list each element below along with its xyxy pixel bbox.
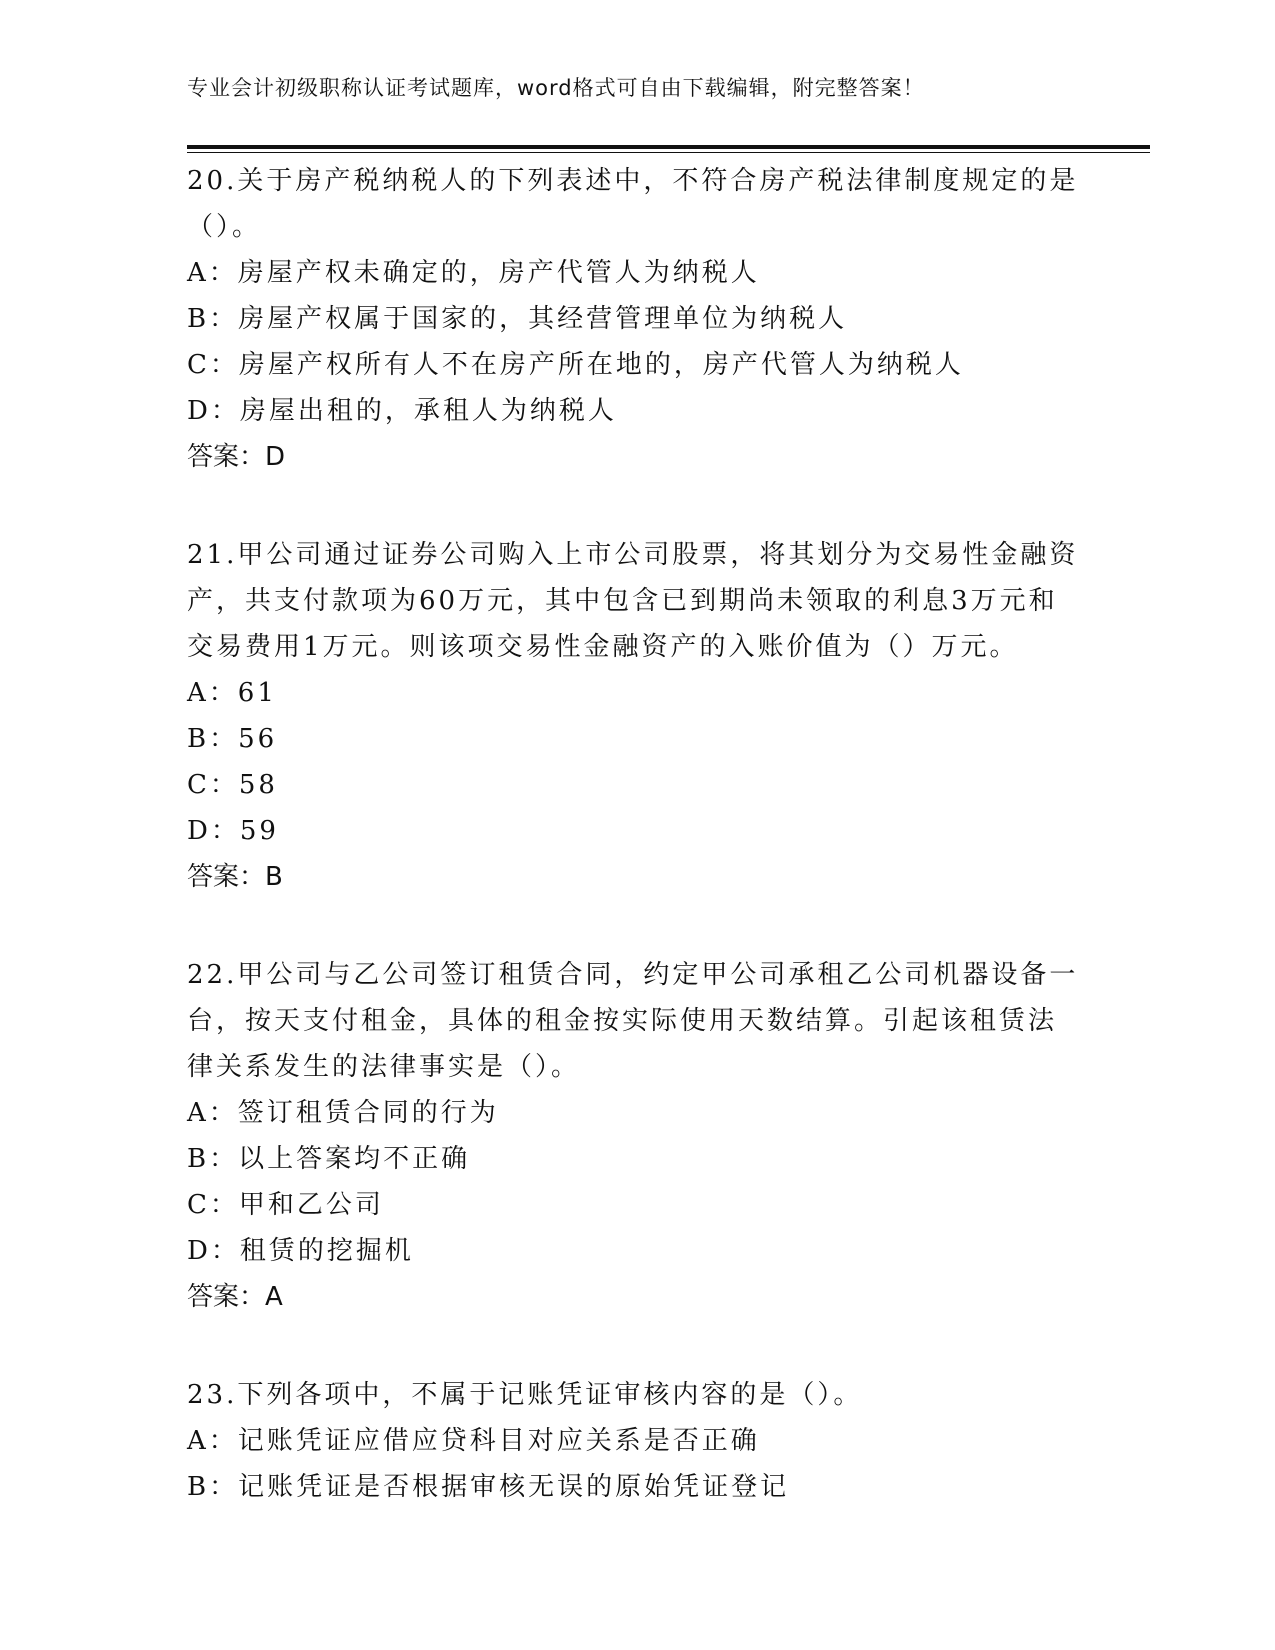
option-b: B：记账凭证是否根据审核无误的原始凭证登记 — [187, 1472, 790, 1502]
option-d: D：租赁的挖掘机 — [187, 1236, 414, 1266]
question-stem-line: 20.关于房产税纳税人的下列表述中，不符合房产税法律制度规定的是 — [187, 166, 1079, 196]
question-stem-line: 产，共支付款项为60万元，其中包含已到期尚未领取的利息3万元和 — [187, 586, 1058, 616]
header-rule-thick — [187, 145, 1150, 149]
question-stem-line: （）。 — [187, 212, 262, 242]
question-20 — [187, 158, 1087, 480]
option-a: A：房屋产权未确定的，房产代管人为纳税人 — [187, 258, 760, 288]
option-c: C：甲和乙公司 — [187, 1190, 384, 1220]
page-header: 专业会计初级职称认证考试题库，word格式可自由下载编辑，附完整答案！ — [187, 76, 925, 100]
option-d: D：59 — [187, 816, 279, 846]
question-stem-line: 23.下列各项中，不属于记账凭证审核内容的是（）。 — [187, 1380, 863, 1410]
option-a: A：61 — [187, 678, 277, 708]
question-21 — [187, 532, 1087, 900]
option-c: C：房屋产权所有人不在房产所在地的，房产代管人为纳税人 — [187, 350, 964, 380]
answer: 答案：D — [187, 442, 286, 472]
question-list — [187, 158, 1087, 1562]
option-b: B：56 — [187, 724, 278, 754]
question-23 — [187, 1372, 1087, 1510]
question-22 — [187, 952, 1087, 1320]
answer: 答案：B — [187, 862, 283, 892]
answer: 答案：A — [187, 1282, 283, 1312]
question-stem-line: 21.甲公司通过证券公司购入上市公司股票，将其划分为交易性金融资 — [187, 540, 1079, 570]
option-a: A：签订租赁合同的行为 — [187, 1098, 499, 1128]
question-stem-line: 律关系发生的法律事实是（）。 — [187, 1052, 581, 1082]
option-c: C：58 — [187, 770, 278, 800]
header-rule-thin — [187, 152, 1150, 153]
option-d: D：房屋出租的，承租人为纳税人 — [187, 396, 617, 426]
option-a: A：记账凭证应借应贷科目对应关系是否正确 — [187, 1426, 760, 1456]
question-stem-line: 台，按天支付租金，具体的租金按实际使用天数结算。引起该租赁法 — [187, 1006, 1058, 1036]
option-b: B：房屋产权属于国家的，其经营管理单位为纳税人 — [187, 304, 848, 334]
question-stem-line: 交易费用1万元。则该项交易性金融资产的入账价值为（）万元。 — [187, 632, 1019, 662]
option-b: B：以上答案均不正确 — [187, 1144, 471, 1174]
question-stem-line: 22.甲公司与乙公司签订租赁合同，约定甲公司承租乙公司机器设备一 — [187, 960, 1079, 990]
